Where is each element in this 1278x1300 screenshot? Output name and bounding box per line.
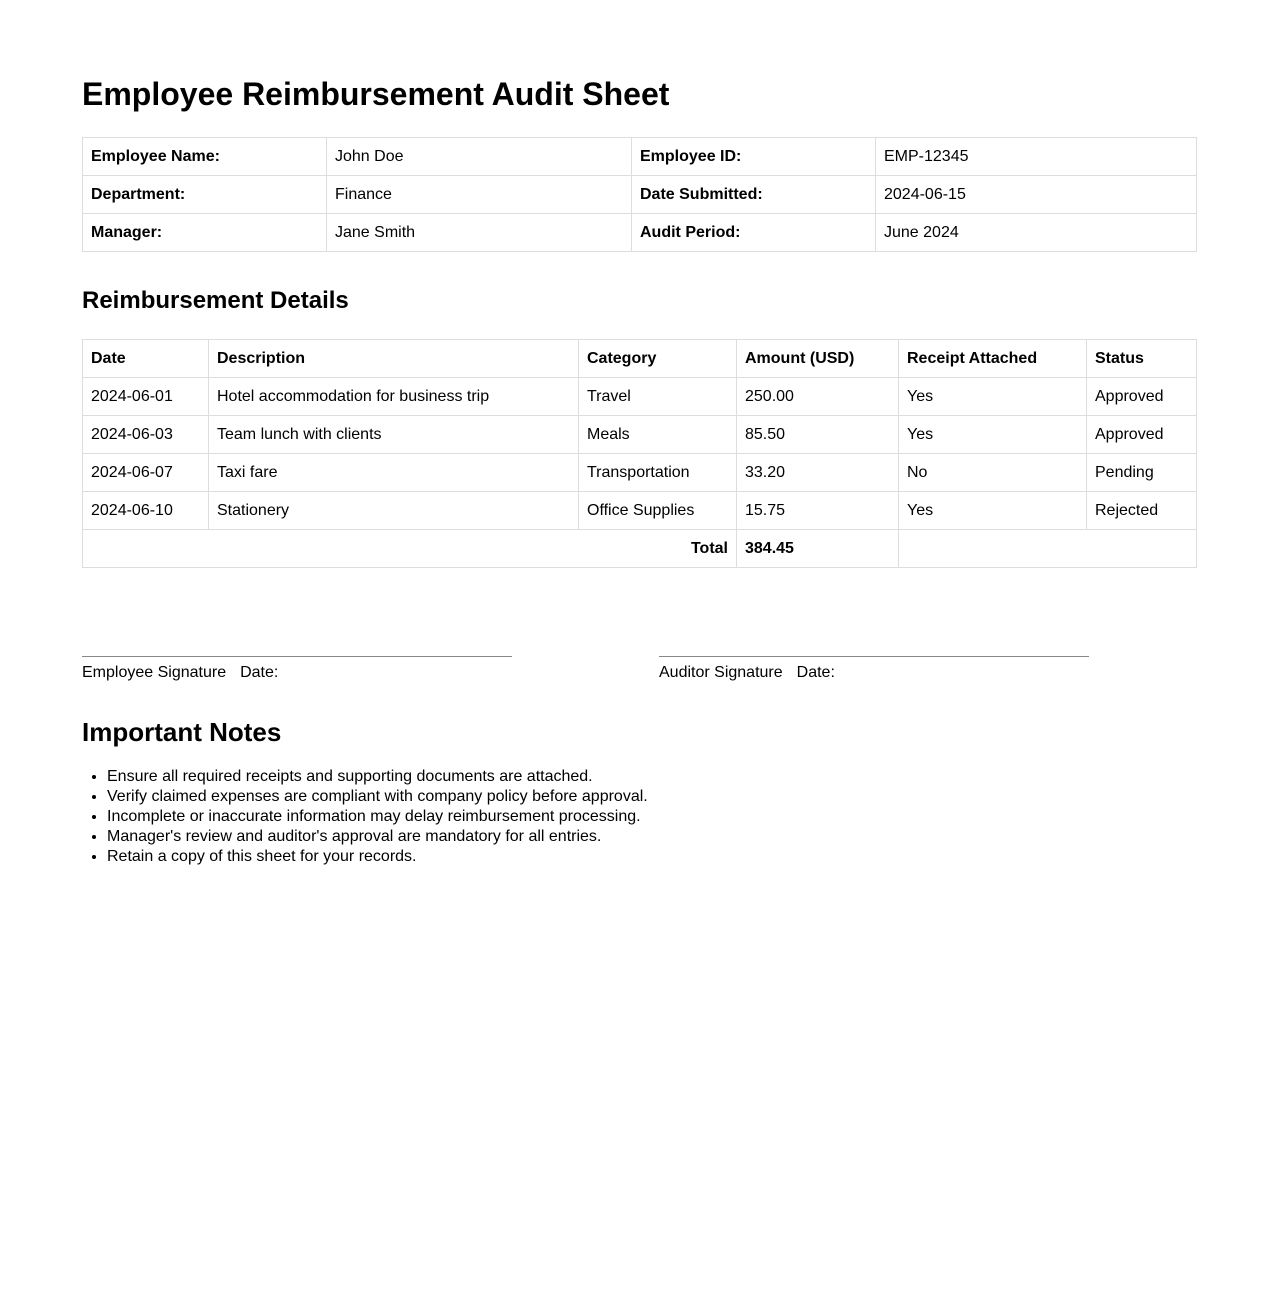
row-date: 2024-06-10 — [83, 492, 209, 530]
info-row-department — [83, 176, 1197, 214]
employee-info-table — [82, 137, 1197, 252]
total-empty-cell — [899, 530, 1197, 568]
employee-name-value: John Doe — [327, 138, 632, 176]
department-value: Finance — [327, 176, 632, 214]
employee-id-value: EMP-12345 — [876, 138, 1197, 176]
manager-label: Manager: — [83, 214, 327, 252]
table-row — [83, 416, 1197, 454]
list-item: • Incomplete or inaccurate information may delay reimbursement processing. — [107, 807, 648, 827]
employee-date-label: Date: — [240, 664, 279, 681]
auditor-signature-label: Auditor Signature — [659, 664, 783, 681]
audit-period-label: Audit Period: — [632, 214, 876, 252]
employee-signature-line — [82, 656, 512, 657]
page-title: Employee Reimbursement Audit Sheet — [82, 76, 670, 112]
total-label: Total — [83, 530, 737, 568]
employee-signature-label: Employee Signature — [82, 664, 227, 681]
list-item: • Ensure all required receipts and supporting documents are attached. — [107, 767, 648, 787]
table-header-row — [83, 340, 1197, 378]
row-status: Pending — [1087, 454, 1197, 492]
row-description: Hotel accommodation for business trip — [209, 378, 579, 416]
total-value: 384.45 — [737, 530, 899, 568]
date-submitted-label: Date Submitted: — [632, 176, 876, 214]
notes-list — [82, 767, 648, 867]
row-amount: 15.75 — [737, 492, 899, 530]
row-amount: 250.00 — [737, 378, 899, 416]
row-description: Team lunch with clients — [209, 416, 579, 454]
column-header-category: Category — [579, 340, 737, 378]
table-row — [83, 454, 1197, 492]
details-heading: Reimbursement Details — [82, 287, 349, 314]
date-submitted-value: 2024-06-15 — [876, 176, 1197, 214]
row-date: 2024-06-03 — [83, 416, 209, 454]
row-description: Taxi fare — [209, 454, 579, 492]
row-date: 2024-06-07 — [83, 454, 209, 492]
column-header-status: Status — [1087, 340, 1197, 378]
row-category: Meals — [579, 416, 737, 454]
row-status: Rejected — [1087, 492, 1197, 530]
auditor-date-label: Date: — [796, 664, 835, 681]
row-description: Stationery — [209, 492, 579, 530]
row-category: Office Supplies — [579, 492, 737, 530]
row-receipt: No — [899, 454, 1087, 492]
row-status: Approved — [1087, 378, 1197, 416]
list-item: • Manager's review and auditor's approval are mandatory for all entries. — [107, 827, 648, 847]
row-date: 2024-06-01 — [83, 378, 209, 416]
row-receipt: Yes — [899, 492, 1087, 530]
total-row — [83, 530, 1197, 568]
row-amount: 85.50 — [737, 416, 899, 454]
table-row — [83, 492, 1197, 530]
list-item: • Retain a copy of this sheet for your records. — [107, 847, 648, 867]
row-category: Transportation — [579, 454, 737, 492]
column-header-amount: Amount (USD) — [737, 340, 899, 378]
auditor-signature-line — [659, 656, 1089, 657]
column-header-description: Description — [209, 340, 579, 378]
info-row-employee — [83, 138, 1197, 176]
column-header-receipt: Receipt Attached — [899, 340, 1087, 378]
department-label: Department: — [83, 176, 327, 214]
auditor-signature-block — [659, 656, 1089, 683]
row-amount: 33.20 — [737, 454, 899, 492]
table-row — [83, 378, 1197, 416]
row-category: Travel — [579, 378, 737, 416]
info-row-manager — [83, 214, 1197, 252]
reimbursement-table — [82, 339, 1197, 568]
audit-period-value: June 2024 — [876, 214, 1197, 252]
list-item: • Verify claimed expenses are compliant with company policy before approval. — [107, 787, 648, 807]
row-receipt: Yes — [899, 416, 1087, 454]
employee-id-label: Employee ID: — [632, 138, 876, 176]
column-header-date: Date — [83, 340, 209, 378]
row-receipt: Yes — [899, 378, 1087, 416]
row-status: Approved — [1087, 416, 1197, 454]
employee-signature-block — [82, 656, 512, 683]
employee-name-label: Employee Name: — [83, 138, 327, 176]
notes-heading: Important Notes — [82, 717, 282, 747]
manager-value: Jane Smith — [327, 214, 632, 252]
